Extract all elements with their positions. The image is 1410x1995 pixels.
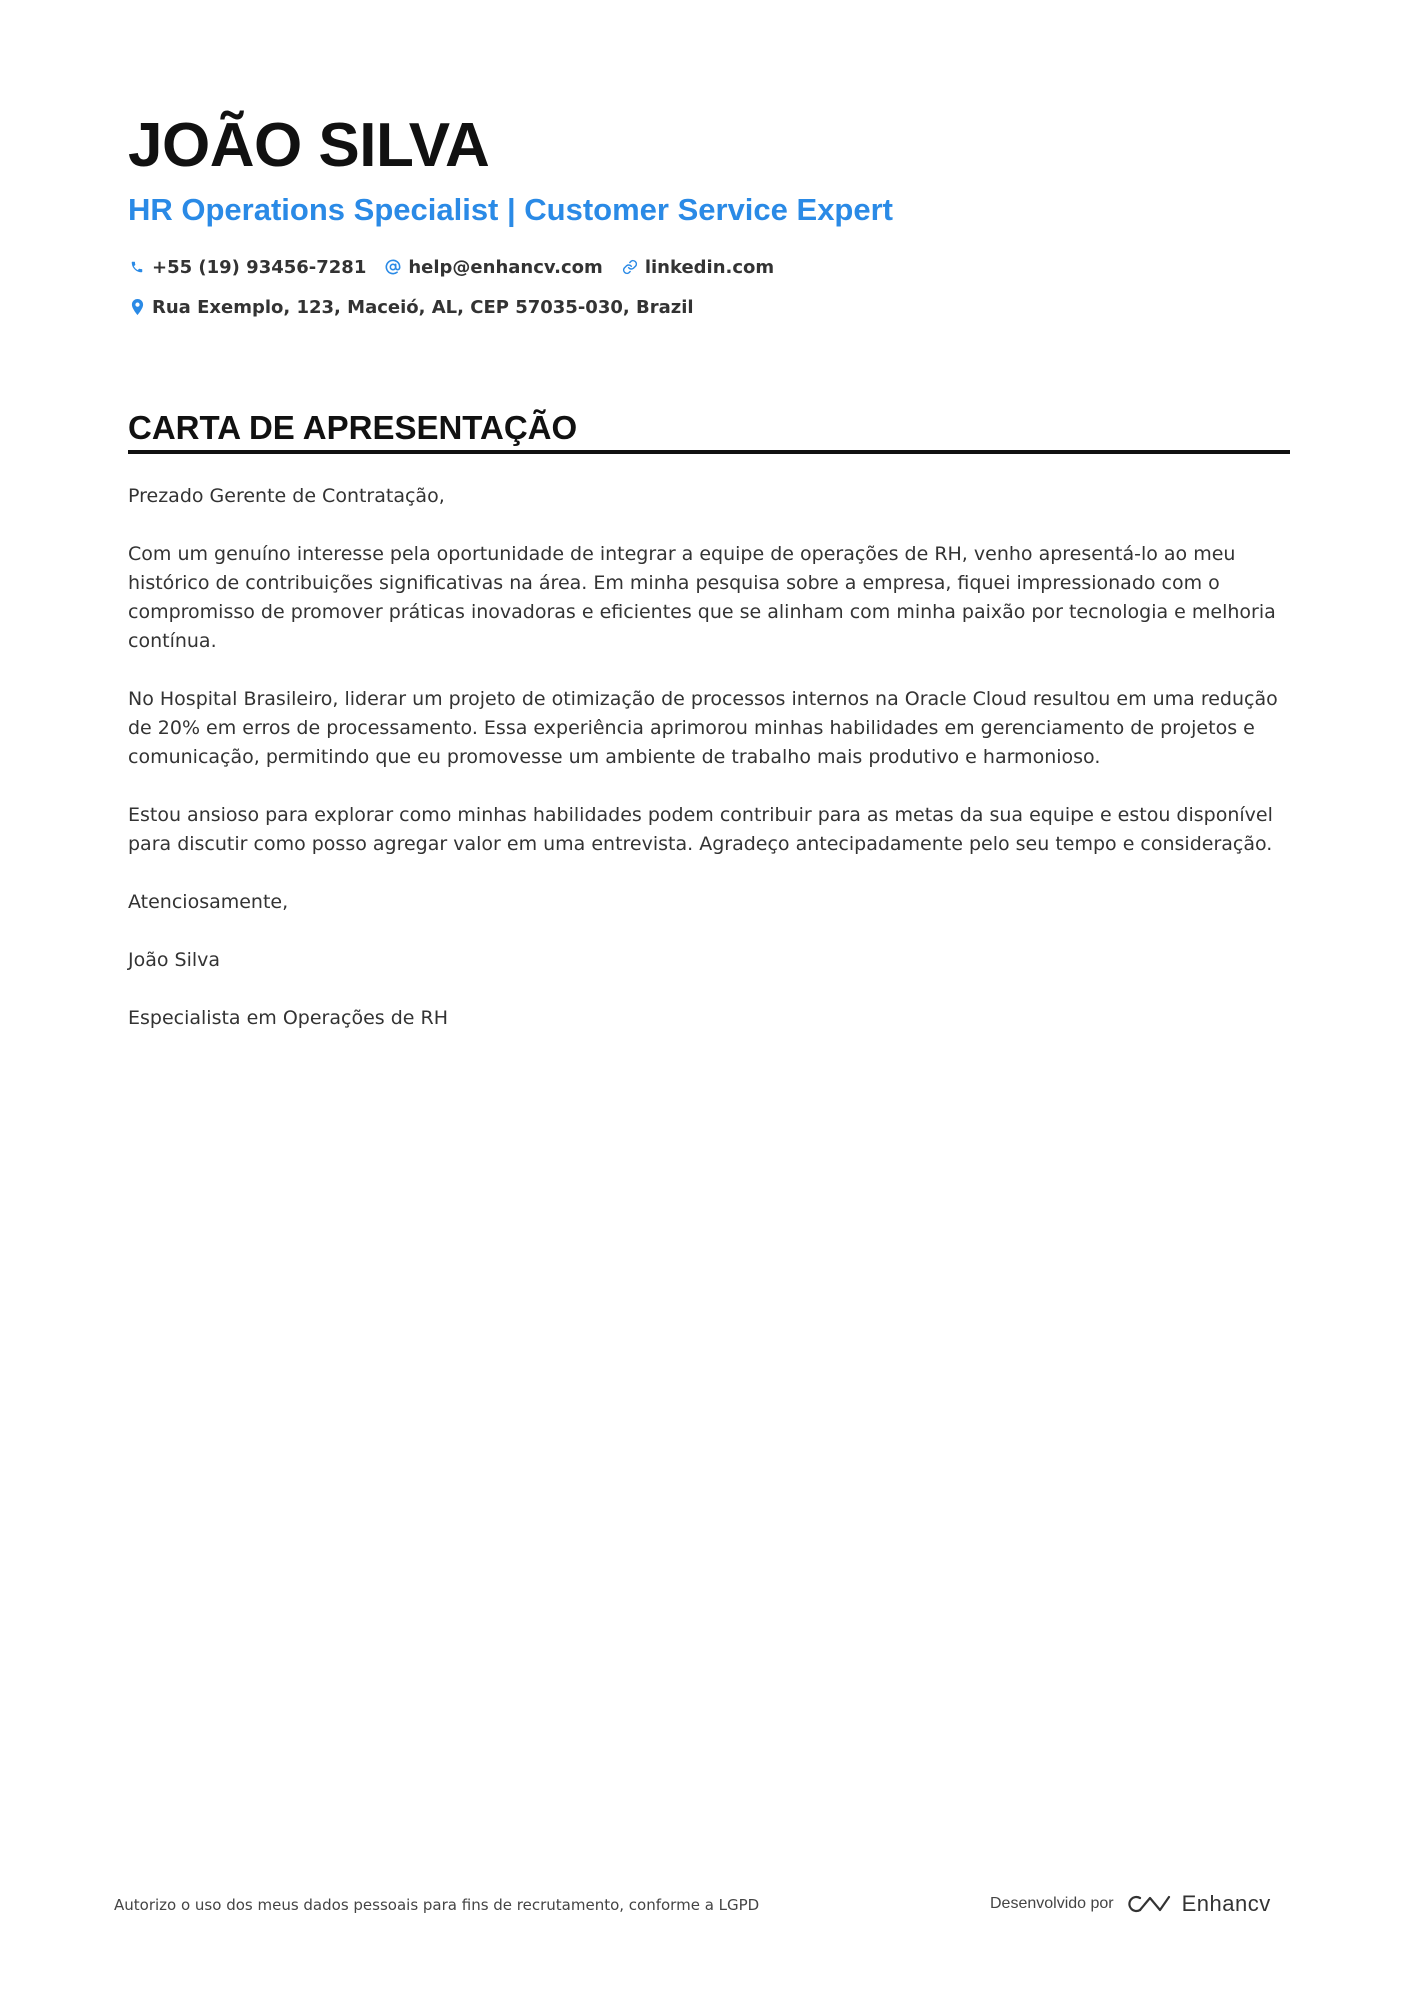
- contact-linkedin-text[interactable]: linkedin.com: [644, 256, 775, 278]
- phone-icon: [128, 258, 146, 276]
- letter-paragraph: Com um genuíno interesse pela oportunidade de integrar a equipe de operações de RH, venho apresentá-lo ao meu histórico de contribuições significativas na área. Em minha pesquisa sobre a empresa, fiquei impressionado com o compromisso de promover práticas inovadoras e eficientes que se alinham com minha paixão por tecnologia e melhoria contínua.: [128, 543, 1276, 652]
- letter-salutation: Prezado Gerente de Contratação,: [128, 485, 445, 507]
- contact-row-address: [128, 293, 712, 321]
- contact-phone: [128, 257, 366, 278]
- footer-brand[interactable]: [990, 1889, 1271, 1919]
- link-icon: [621, 258, 639, 276]
- signature-title: Especialista em Operações de RH: [128, 1007, 448, 1029]
- section-title: CARTA DE APRESENTAÇÃO: [128, 409, 578, 446]
- section-divider: [128, 450, 1290, 454]
- brand-name: Enhancv: [1181, 1891, 1271, 1916]
- enhancv-logo-icon: [1126, 1892, 1172, 1916]
- letter-closing: Atenciosamente,: [128, 891, 289, 913]
- powered-by-label: Desenvolvido por: [990, 1895, 1114, 1912]
- letter-paragraph: No Hospital Brasileiro, liderar um projeto de otimização de processos internos na Oracle Cloud resultou em uma redução de 20% em erros de processamento. Essa experiência aprimorou minhas habilidades em gerenciamento de projetos e comunicação, permitindo que eu promovesse um ambiente de trabalho mais produtivo e harmonioso.: [128, 688, 1278, 768]
- contact-phone-text: +55 (19) 93456-7281: [152, 256, 367, 278]
- letter-body: [128, 482, 1290, 1062]
- signature-name: João Silva: [128, 949, 221, 971]
- contact-address-text: Rua Exemplo, 123, Maceió, AL, CEP 57035-030, Brazil: [152, 296, 694, 318]
- letter-paragraph: Estou ansioso para explorar como minhas habilidades podem contribuir para as metas da sua equipe e estou disponível para discutir como posso agregar valor em uma entrevista. Agradeço antecipadamente pelo seu tempo e consideração.: [128, 804, 1273, 855]
- footer-consent-text: Autorizo o uso dos meus dados pessoais para fins de recrutamento, conforme a LGPD: [114, 1896, 760, 1914]
- at-sign-icon: [384, 258, 402, 276]
- applicant-title: HR Operations Specialist | Customer Service Expert: [128, 192, 893, 227]
- contact-linkedin[interactable]: [621, 257, 774, 278]
- contact-address: [128, 297, 694, 318]
- contact-email-text[interactable]: help@enhancv.com: [408, 256, 603, 278]
- contact-email[interactable]: [384, 257, 602, 278]
- map-pin-icon: [128, 298, 146, 316]
- contact-row-primary: [128, 253, 792, 281]
- applicant-name: JOÃO SILVA: [128, 111, 490, 180]
